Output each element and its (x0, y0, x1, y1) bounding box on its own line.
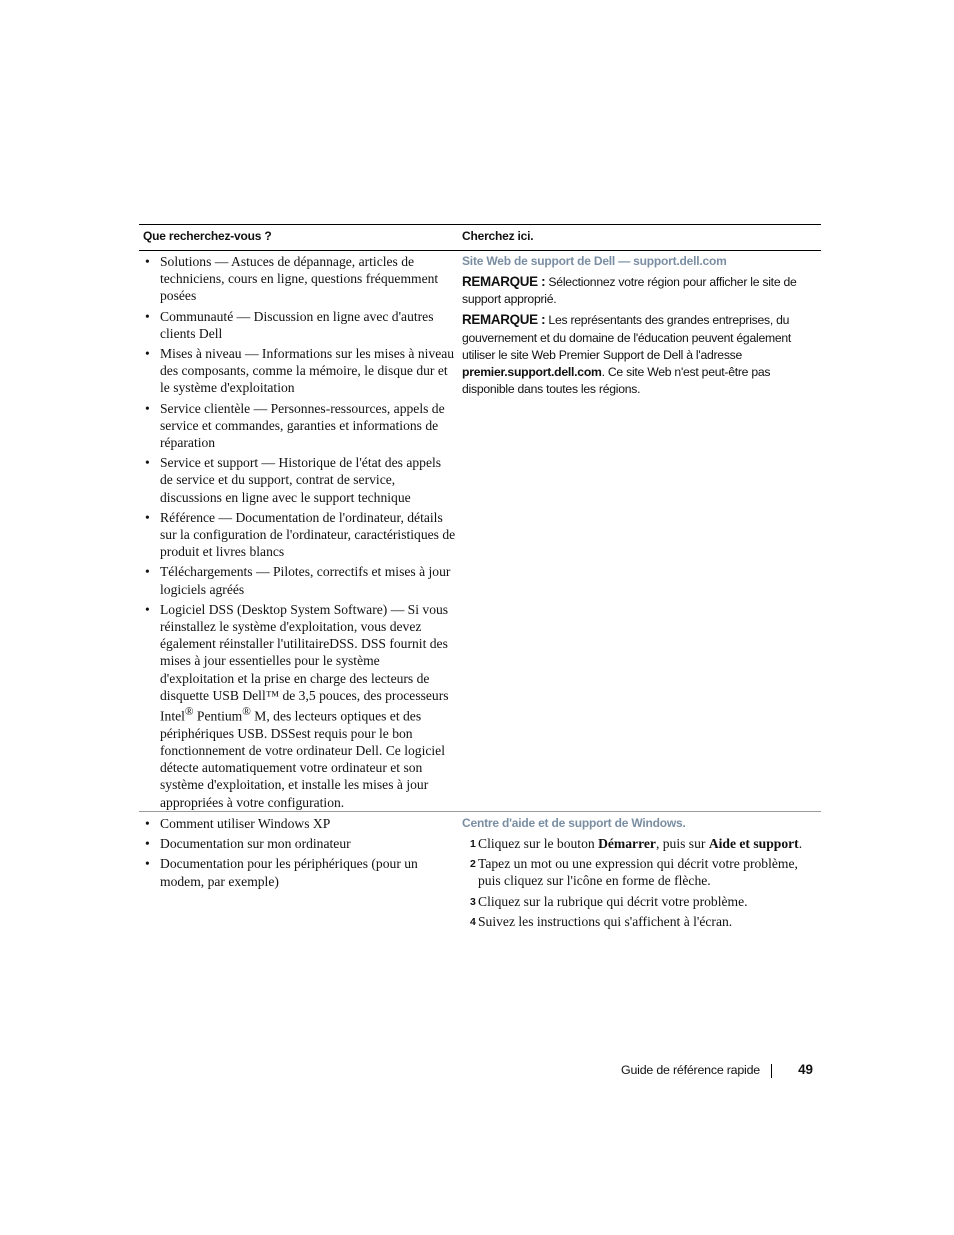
bullet-icon: • (145, 346, 150, 362)
list-item: • Mises à niveau — Informations sur les mises à niveau des composants, comme la mémoire, le disque dur et le système d'exploitation (145, 346, 455, 396)
step-item: 4 Suivez les instructions qui s'affichent à l'écran. (462, 913, 820, 930)
page-footer (500, 1062, 813, 1082)
bullet-icon: • (145, 816, 150, 831)
row2-resource (462, 815, 820, 933)
bullet-icon: • (145, 564, 150, 580)
list-item: • Documentation pour les périphériques (pour un modem, par exemple) (145, 856, 418, 889)
table-row (139, 812, 821, 942)
windows-help-center-title: Centre d'aide et de support de Windows. (462, 816, 686, 830)
row2-topics (144, 815, 456, 893)
header-col-where: Cherchez ici. (462, 229, 534, 243)
registered-mark: ® (184, 706, 194, 719)
step-item: 2 Tapez un mot ou une expression qui décrit votre problème, puis cliquez sur l'icône en forme de flèche. (470, 856, 798, 889)
note-label: REMARQUE : (462, 274, 546, 289)
premier-support-link[interactable]: premier.support.dell.com (462, 365, 602, 380)
bullet-icon: • (145, 856, 150, 872)
step-number: 1 (470, 838, 476, 850)
list-item: • Service clientèle — Personnes-ressources, appels de service et commandes, garanties et informations de réparation (145, 400, 445, 451)
bullet-icon: • (145, 400, 150, 416)
note-premier-support: REMARQUE : Les représentants des grandes entreprises, du gouvernement et du domaine de l'éducation peuvent également utiliser le site Web Premier Support de Dell à l'adresse premier.support.dell.com. Ce site Web n'est peut-être pas disponible dans toutes les régions. (462, 312, 792, 397)
bullet-icon: • (145, 455, 150, 471)
table-header (139, 224, 821, 251)
page-number: 49 (798, 1062, 813, 1077)
bullet-icon: • (145, 601, 150, 617)
list-item-dss: • Logiciel DSS (Desktop System Software) — Si vous réinstallez le système d'exploitation, vous devez également réinstaller l'utilitaireDSS. DSS fournit des mises à jour essentielles pour le système d'exploitation et la prise en charge des lecteurs de disquette USB Dell™ de 3,5 pouces, des processeurs Intel® Pentium® M, des lecteurs optiques et des périphériques USB. DSSest requis pour le bon fonctionnement de votre ordinateur Dell. Ce logiciel détecte automatiquement votre ordinateur et son système d'exploitation, et installe les mises à jour appropriées à votre configuration. (145, 601, 449, 810)
bullet-icon: • (145, 254, 150, 269)
row1-topics (144, 253, 456, 814)
step-number: 2 (470, 858, 476, 871)
topic-list (144, 253, 456, 811)
footer-guide-title: Guide de référence rapide (621, 1063, 760, 1077)
topic-list (144, 815, 456, 890)
step-item: 1 Cliquez sur le bouton Démarrer, puis sur Aide et support. (462, 835, 820, 852)
list-item: • Référence — Documentation de l'ordinateur, détails sur la configuration de l'ordinateur, caractéristiques de produit et livres blancs (145, 509, 456, 560)
step-number: 3 (470, 895, 476, 908)
table-row (139, 251, 821, 812)
note-region: REMARQUE : Sélectionnez votre région pour afficher le site de support approprié. (462, 274, 797, 307)
bullet-icon: • (145, 308, 150, 324)
footer-separator (771, 1064, 772, 1078)
list-item: • Comment utiliser Windows XP (145, 816, 331, 831)
list-item: • Téléchargements — Pilotes, correctifs et mises à jour logiciels agréés (145, 564, 451, 597)
lookup-table (139, 224, 821, 942)
list-item: • Solutions — Astuces de dépannage, articles de techniciens, cours en ligne, questions fréquemment posées (145, 254, 439, 304)
list-item: • Service et support — Historique de l'état des appels de service et du support, contrat de service, discussions en ligne avec le support technique (145, 455, 442, 505)
header-col-what: Que recherchez-vous ? (143, 229, 272, 243)
row1-resource (462, 253, 820, 401)
list-item: • Documentation sur mon ordinateur (145, 836, 351, 852)
start-button-label: Démarrer (598, 836, 656, 851)
bullet-icon: • (145, 836, 150, 852)
dell-support-site-title: Site Web de support de Dell — support.dell.com (462, 254, 727, 268)
list-item: • Communauté — Discussion en ligne avec d'autres clients Dell (145, 308, 434, 341)
steps-list (462, 835, 820, 930)
note-label: REMARQUE : (462, 312, 546, 328)
bullet-icon: • (145, 509, 150, 525)
help-support-label: Aide et support (708, 836, 799, 851)
registered-mark: ® (242, 706, 251, 719)
step-number: 4 (470, 915, 476, 928)
step-item: 3 Cliquez sur la rubrique qui décrit votre problème. (462, 893, 820, 910)
